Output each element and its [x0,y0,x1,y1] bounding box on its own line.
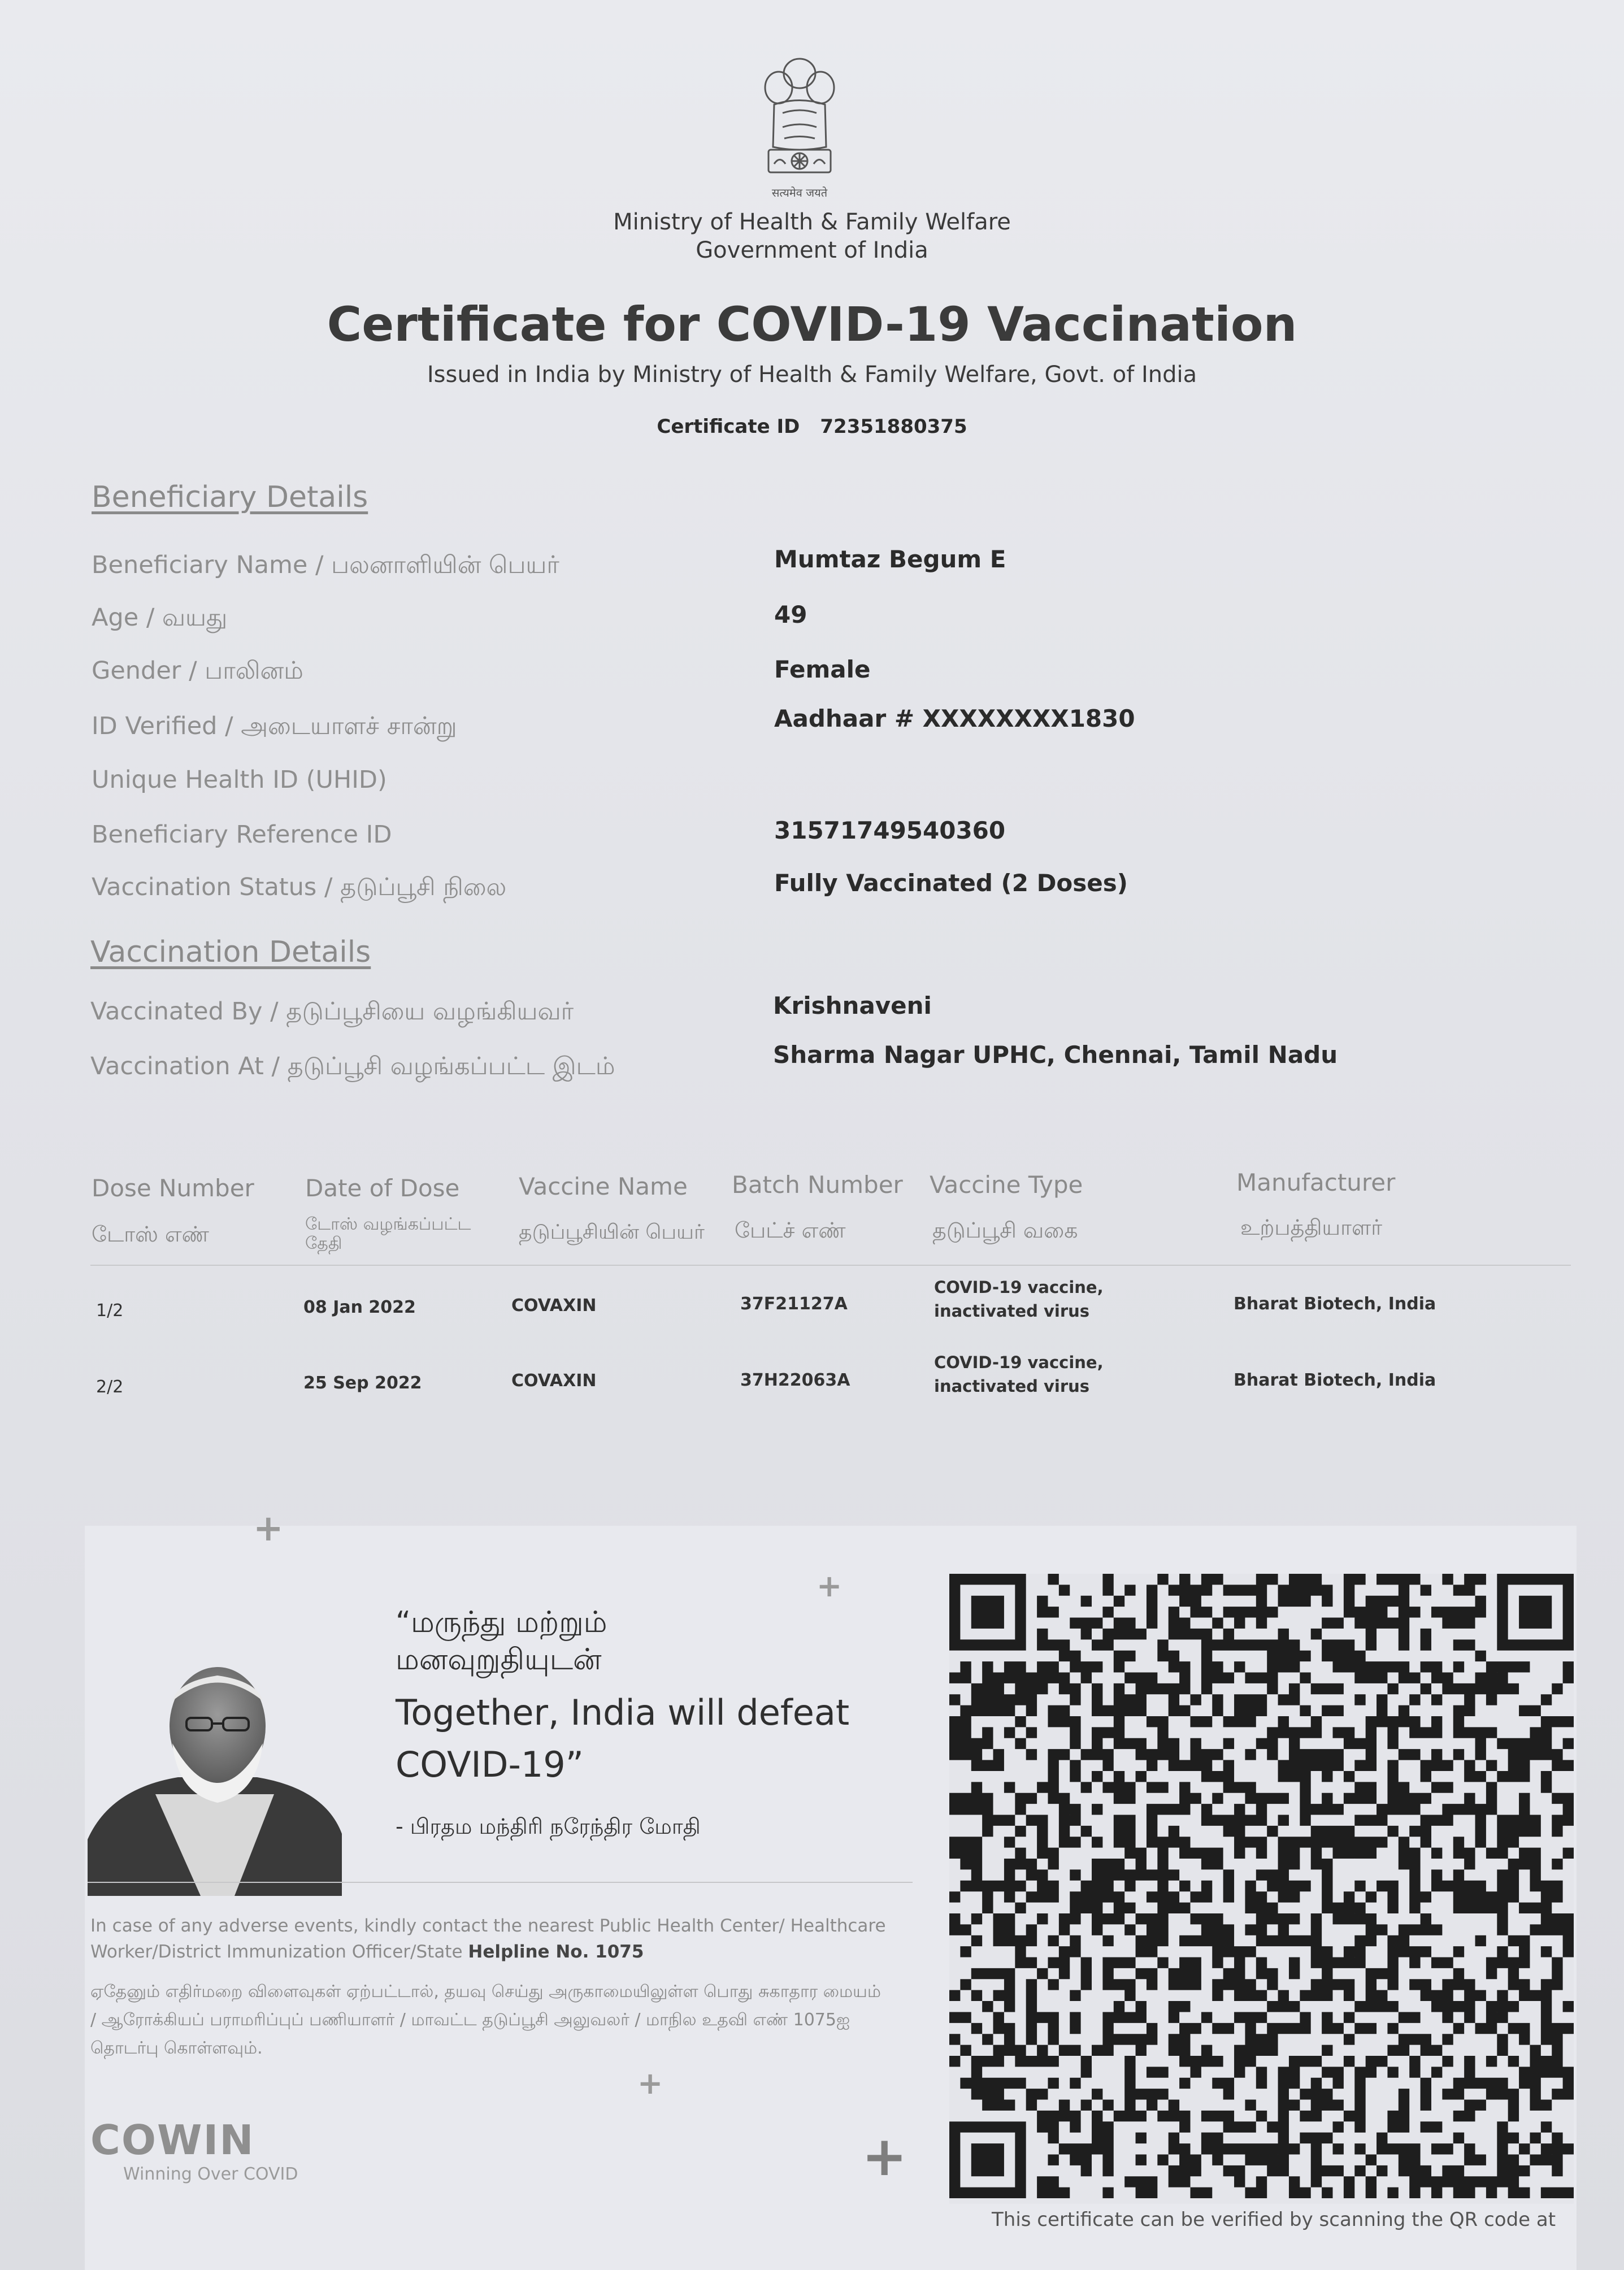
vaccine-name-cell: COVAXIN [511,1371,597,1391]
quote-tamil-line1: “மருந்து மற்றும் [396,1605,607,1639]
header-date-of-dose-ta: டோஸ் வழங்கப்பட்ட தேதி [305,1214,471,1253]
plus-decoration-icon: + [253,1508,284,1549]
government-name: Government of India [696,237,928,263]
certificate-id-value: 72351880375 [820,415,967,438]
plus-decoration-icon: + [637,2065,663,2101]
vaccinated-by-label: Vaccinated By / தடுப்பூசியை வழங்கியவர் [90,997,574,1026]
batch-number-cell: 37H22063A [740,1370,850,1390]
prime-minister-photo [88,1647,348,1896]
adverse-event-notice [90,1913,904,1965]
adverse-event-notice-tamil: ஏதேனும் எதிர்மறை விளைவுகள் ஏற்பட்டால், தயவு செய்து அருகாமையிலுள்ள பொது சுகாதார மையம் / ஆரோக்கியப் பராமரிப்புப் பணியாளர் / மாவட்ட தடுப்பூசி அலுவலர் / மாநில உதவி எண் 1075ஐ தொடர்பு கொள்ளவும். [90,1982,882,2058]
vaccination-section-title: Vaccination Details [90,935,371,969]
header-manufacturer-ta: உற்பத்தியாளர் [1240,1215,1383,1240]
ministry-name: Ministry of Health & Family Welfare [613,209,1011,235]
cowin-tagline: Winning Over COVID [123,2164,298,2184]
plus-decoration-icon: + [817,1568,843,1604]
vaccination-status-value: Fully Vaccinated (2 Doses) [774,869,1128,897]
qr-code [949,1574,1574,2204]
certificate-id [0,415,1624,438]
qr-verify-text: This certificate can be verified by scanning the QR code at [992,2208,1556,2231]
id-verified-value: Aadhaar # XXXXXXXX1830 [774,705,1135,732]
header-dose-number: Dose Number [92,1174,254,1202]
header-dose-number-ta: டோஸ் எண் [92,1222,209,1247]
manufacturer-cell: Bharat Biotech, India [1234,1370,1436,1390]
notice-divider [88,1882,913,1883]
cowin-logo: COWIN [90,2116,255,2164]
emblem-caption: सत्यमेव जयते [771,186,828,199]
national-emblem-icon [752,51,848,203]
qr-modules [949,1574,1574,2198]
header-batch-number: Batch Number [732,1171,903,1199]
age-value: 49 [774,601,807,628]
table-divider [90,1265,1571,1266]
header-vaccine-type-ta: தடுப்பூசி வகை [932,1218,1078,1243]
quote-english [396,1687,849,1791]
adverse-event-notice-text: In case of any adverse events, kindly contact the nearest Public Health Center/ Healthcare Worker/District Immunization Officer/State [90,1916,886,1962]
dose-date-cell: 08 Jan 2022 [303,1297,416,1317]
header-batch-number-ta: பேட்ச் எண் [735,1218,846,1243]
vaccine-type-line2: inactivated virus [934,1301,1090,1321]
quote-english-line1: Together, India will defeat [396,1692,850,1733]
reference-id-value: 31571749540360 [774,817,1006,844]
gender-label: Gender / பாலினம் [92,657,303,685]
vaccination-status-label: Vaccination Status / தடுப்பூசி நிலை [92,873,507,901]
beneficiary-section-title: Beneficiary Details [92,480,368,514]
dose-number-cell: 2/2 [96,1377,124,1397]
vaccine-type-line2: inactivated virus [934,1377,1090,1396]
dose-number-cell: 1/2 [96,1301,124,1321]
helpline-number: Helpline No. 1075 [468,1942,644,1962]
vaccine-type-line1: COVID-19 vaccine, [934,1278,1104,1297]
qr-finder-pattern [1503,1579,1568,1645]
gender-value: Female [774,656,871,683]
plus-decoration-icon: + [862,2125,907,2188]
header-manufacturer: Manufacturer [1236,1169,1396,1196]
header-vaccine-name: Vaccine Name [519,1173,688,1200]
certificate-id-label: Certificate ID [657,415,800,438]
vaccinated-at-value: Sharma Nagar UPHC, Chennai, Tamil Nadu [773,1041,1338,1069]
header-date-of-dose: Date of Dose [305,1174,460,1202]
qr-finder-pattern [955,1579,1021,1645]
dose-date-cell: 25 Sep 2022 [303,1373,422,1393]
age-label: Age / வயது [92,604,228,632]
manufacturer-cell: Bharat Biotech, India [1234,1294,1436,1314]
quote-tamil [396,1604,607,1678]
reference-id-label: Beneficiary Reference ID [92,821,392,849]
vaccine-type-line1: COVID-19 vaccine, [934,1353,1104,1372]
quote-english-line2: COVID-19” [396,1744,584,1785]
qr-finder-pattern [955,2127,1021,2193]
id-verified-label: ID Verified / அடையாளச் சான்று [92,712,457,740]
issued-by-text: Issued in India by Ministry of Health & Family Welfare, Govt. of India [427,362,1197,388]
uhid-label: Unique Health ID (UHID) [92,766,387,794]
quote-tamil-line2: மனவுறுதியுடன் [396,1643,602,1677]
vaccine-type-cell [934,1351,1104,1398]
quote-attribution: - பிரதம மந்திரி நரேந்திர மோதி [396,1814,701,1839]
batch-number-cell: 37F21127A [740,1294,848,1314]
beneficiary-name-label: Beneficiary Name / பலனாளியின் பெயர் [92,551,559,579]
header-vaccine-name-ta: தடுப்பூசியின் பெயர் [519,1221,705,1244]
vaccinated-at-label: Vaccination At / தடுப்பூசி வழங்கப்பட்ட இடம் [90,1052,615,1080]
beneficiary-name-value: Mumtaz Begum E [774,545,1006,573]
certificate-title: Certificate for COVID-19 Vaccination [327,297,1297,352]
header-vaccine-type: Vaccine Type [930,1171,1083,1199]
vaccine-name-cell: COVAXIN [511,1296,597,1316]
vaccinated-by-value: Krishnaveni [773,992,932,1019]
vaccine-type-cell [934,1275,1104,1323]
